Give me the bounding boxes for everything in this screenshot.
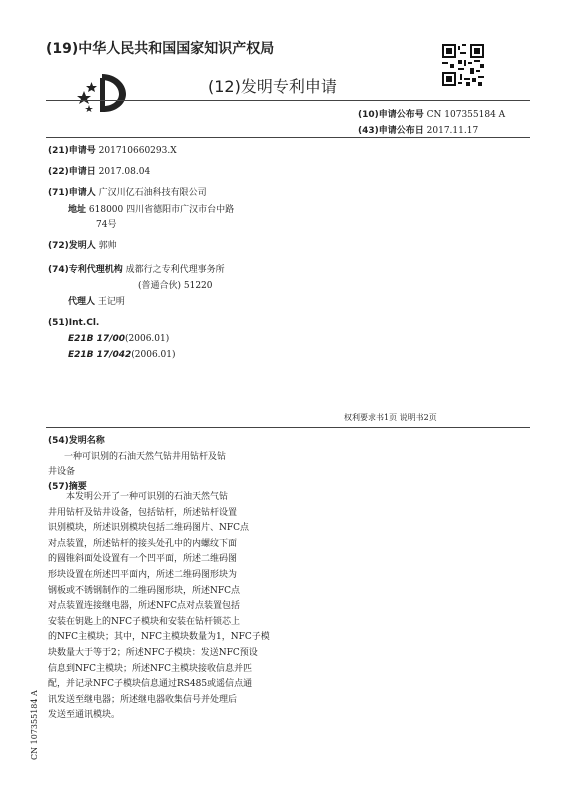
abstract-line: 形块设置在所述凹平面内，所述二维码图形块为 — [48, 569, 238, 580]
abstract-line: 讯发送至继电器；所述继电器收集信号并处理后 — [48, 694, 238, 705]
abstract-line: 的NFC主模块；其中，NFC主模块数量为1，NFC子模 — [48, 632, 270, 643]
patent-agency-line-2: (普通合伙) 51220 — [138, 281, 213, 291]
abstract-line: 配，并记录NFC子模块信息通过RS485或遥信点通 — [48, 679, 253, 690]
agent-value: 王记明 — [97, 297, 125, 307]
office-name: (19)中华人民共和国国家知识产权局 — [46, 41, 275, 57]
applicant — [48, 185, 207, 198]
application-number-label: (21)申请号 — [48, 146, 96, 156]
invention-title-line-1: 一种可识别的石油天然气钻井用钻杆及钻 — [64, 452, 227, 462]
agent — [68, 294, 125, 307]
publication-number-value: CN 107355184 A — [426, 110, 506, 120]
qr-code-icon — [442, 44, 484, 86]
invention-title-label — [48, 433, 105, 446]
application-number-value: 201710660293.X — [98, 146, 177, 156]
int-cl-item-2 — [68, 350, 176, 360]
address-line-1: 618000 四川省德阳市广汉市台中路 — [88, 205, 235, 215]
int-cl-item-1 — [68, 334, 169, 344]
abstract-label-text: (57)摘要 — [48, 482, 87, 492]
application-number — [48, 143, 177, 156]
abstract-line: 块数量大于等于2；所述NFC子模块：发送NFC预设 — [48, 647, 258, 658]
patent-agency — [48, 262, 225, 275]
abstract-line: 安装在钥匙上的NFC子模块和安装在钻杆锁芯上 — [48, 616, 241, 627]
abstract-line: 识别模块，所述识别模块包括二维码图片、NFC点 — [48, 523, 250, 534]
abstract-line: 本发明公开了一种可识别的石油天然气钻 — [66, 492, 229, 502]
abstract-line: 钢板或不锈钢制作的二维码图形块，所述NFC点 — [48, 585, 241, 596]
abstract-line: 对点装置连接继电器，所述NFC点对点装置包括 — [48, 601, 241, 612]
header-rule — [46, 100, 530, 101]
body-rule — [46, 427, 530, 428]
invention-title-label-text: (54)发明名称 — [48, 436, 105, 446]
publication-rule — [46, 137, 530, 138]
publication-date-value: 2017.11.17 — [426, 126, 479, 136]
address-label: 地址 — [68, 205, 87, 215]
abstract-line: 信息到NFC主模块；所述NFC主模块接收信息并匹 — [48, 663, 253, 674]
publication-date-label: (43)申请公布日 — [358, 126, 424, 136]
int-cl-item-2-year: (2006.01) — [131, 350, 176, 360]
inventor-value: 郭帅 — [98, 241, 117, 251]
abstract-line: 井用钻杆及钻井设备，包括钻杆，所述钻杆设置 — [48, 507, 238, 518]
applicant-label: (71)申请人 — [48, 188, 96, 198]
application-date — [48, 164, 150, 177]
pages-note: 权利要求书1页 说明书2页 — [344, 413, 437, 422]
int-cl-label-text: (51)Int.Cl. — [48, 318, 100, 328]
abstract-text — [48, 490, 274, 724]
int-cl-item-1-year: (2006.01) — [125, 334, 170, 344]
patent-agency-line-1: 成都行之专利代理事务所 — [125, 265, 225, 275]
application-date-label: (22)申请日 — [48, 167, 96, 177]
int-cl-item-1-code: E21B 17/00 — [68, 334, 126, 344]
address — [68, 202, 234, 215]
publication-number — [358, 107, 505, 120]
abstract-line: 的圆锥斜面处设置有一个凹平面，所述二维码图 — [48, 554, 238, 565]
inventor — [48, 238, 117, 251]
applicant-value: 广汉川亿石油科技有限公司 — [98, 188, 207, 198]
side-publication-number: CN 107355184 A — [30, 690, 39, 760]
abstract-line: 对点装置，所述钻杆的接头处孔中的内螺纹下面 — [48, 538, 238, 549]
patent-office-logo-icon — [72, 70, 132, 114]
int-cl-label — [48, 318, 99, 328]
publication-number-label: (10)申请公布号 — [358, 110, 424, 120]
application-date-value: 2017.08.04 — [98, 167, 151, 177]
address-line-2: 74号 — [96, 220, 117, 230]
abstract-line: 发送至通讯模块。 — [48, 710, 121, 721]
int-cl-item-2-code: E21B 17/042 — [68, 350, 132, 360]
publication-date — [358, 123, 478, 136]
patent-agency-label: (74)专利代理机构 — [48, 265, 123, 275]
agent-label: 代理人 — [68, 297, 96, 307]
invention-title-line-2: 井设备 — [48, 467, 76, 477]
inventor-label: (72)发明人 — [48, 241, 96, 251]
document-type: (12)发明专利申请 — [208, 77, 337, 96]
